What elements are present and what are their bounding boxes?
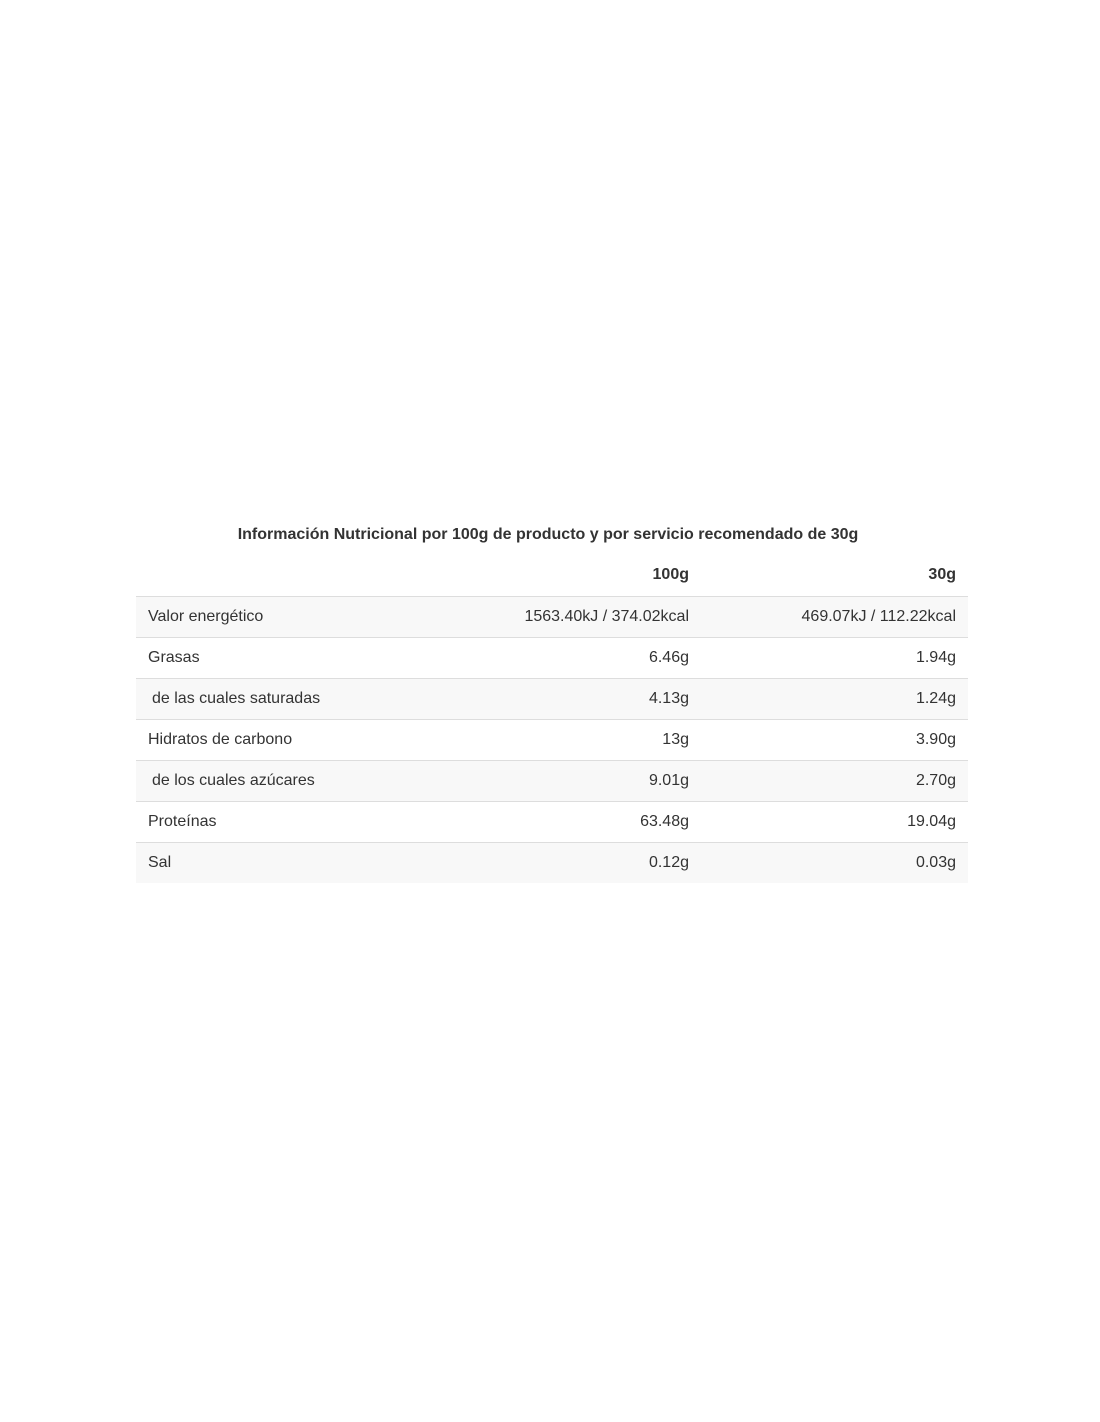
value-per-30g: 0.03g	[701, 842, 968, 883]
table-caption: Información Nutricional por 100g de producto y por servicio recomendado de 30g	[237, 526, 859, 543]
table-header-row	[136, 555, 968, 596]
value-per-30g: 2.70g	[701, 760, 968, 801]
value-per-30g: 1.24g	[701, 678, 968, 719]
value-per-100g: 4.13g	[412, 678, 701, 719]
table-row	[136, 596, 968, 637]
value-per-30g: 1.94g	[701, 637, 968, 678]
nutrient-name: Proteínas	[136, 801, 412, 842]
header-nutrient	[136, 555, 412, 596]
value-per-30g: 19.04g	[701, 801, 968, 842]
nutrient-name: Hidratos de carbono	[136, 719, 412, 760]
nutrient-name: Valor energético	[148, 607, 264, 625]
value-per-30g: 469.07kJ / 112.22kcal	[801, 607, 956, 625]
table-row	[136, 801, 968, 842]
table-row	[136, 760, 968, 801]
value-per-100g: 1563.40kJ / 374.02kcal	[524, 607, 689, 625]
table-row	[136, 637, 968, 678]
nutrient-name: Sal	[136, 842, 412, 883]
value-per-100g: 6.46g	[412, 637, 701, 678]
nutrient-name: de las cuales saturadas	[136, 678, 412, 719]
value-per-100g: 0.12g	[412, 842, 701, 883]
table-row	[136, 842, 968, 883]
value-per-100g: 13g	[412, 719, 701, 760]
nutrition-table	[136, 555, 968, 883]
header-per-100g: 100g	[412, 555, 701, 596]
value-per-100g: 9.01g	[412, 760, 701, 801]
header-per-30g: 30g	[701, 555, 968, 596]
value-per-30g: 3.90g	[701, 719, 968, 760]
nutrient-name: Grasas	[136, 637, 412, 678]
value-per-100g: 63.48g	[412, 801, 701, 842]
table-row	[136, 678, 968, 719]
nutrient-name: de los cuales azúcares	[136, 760, 412, 801]
table-row	[136, 719, 968, 760]
